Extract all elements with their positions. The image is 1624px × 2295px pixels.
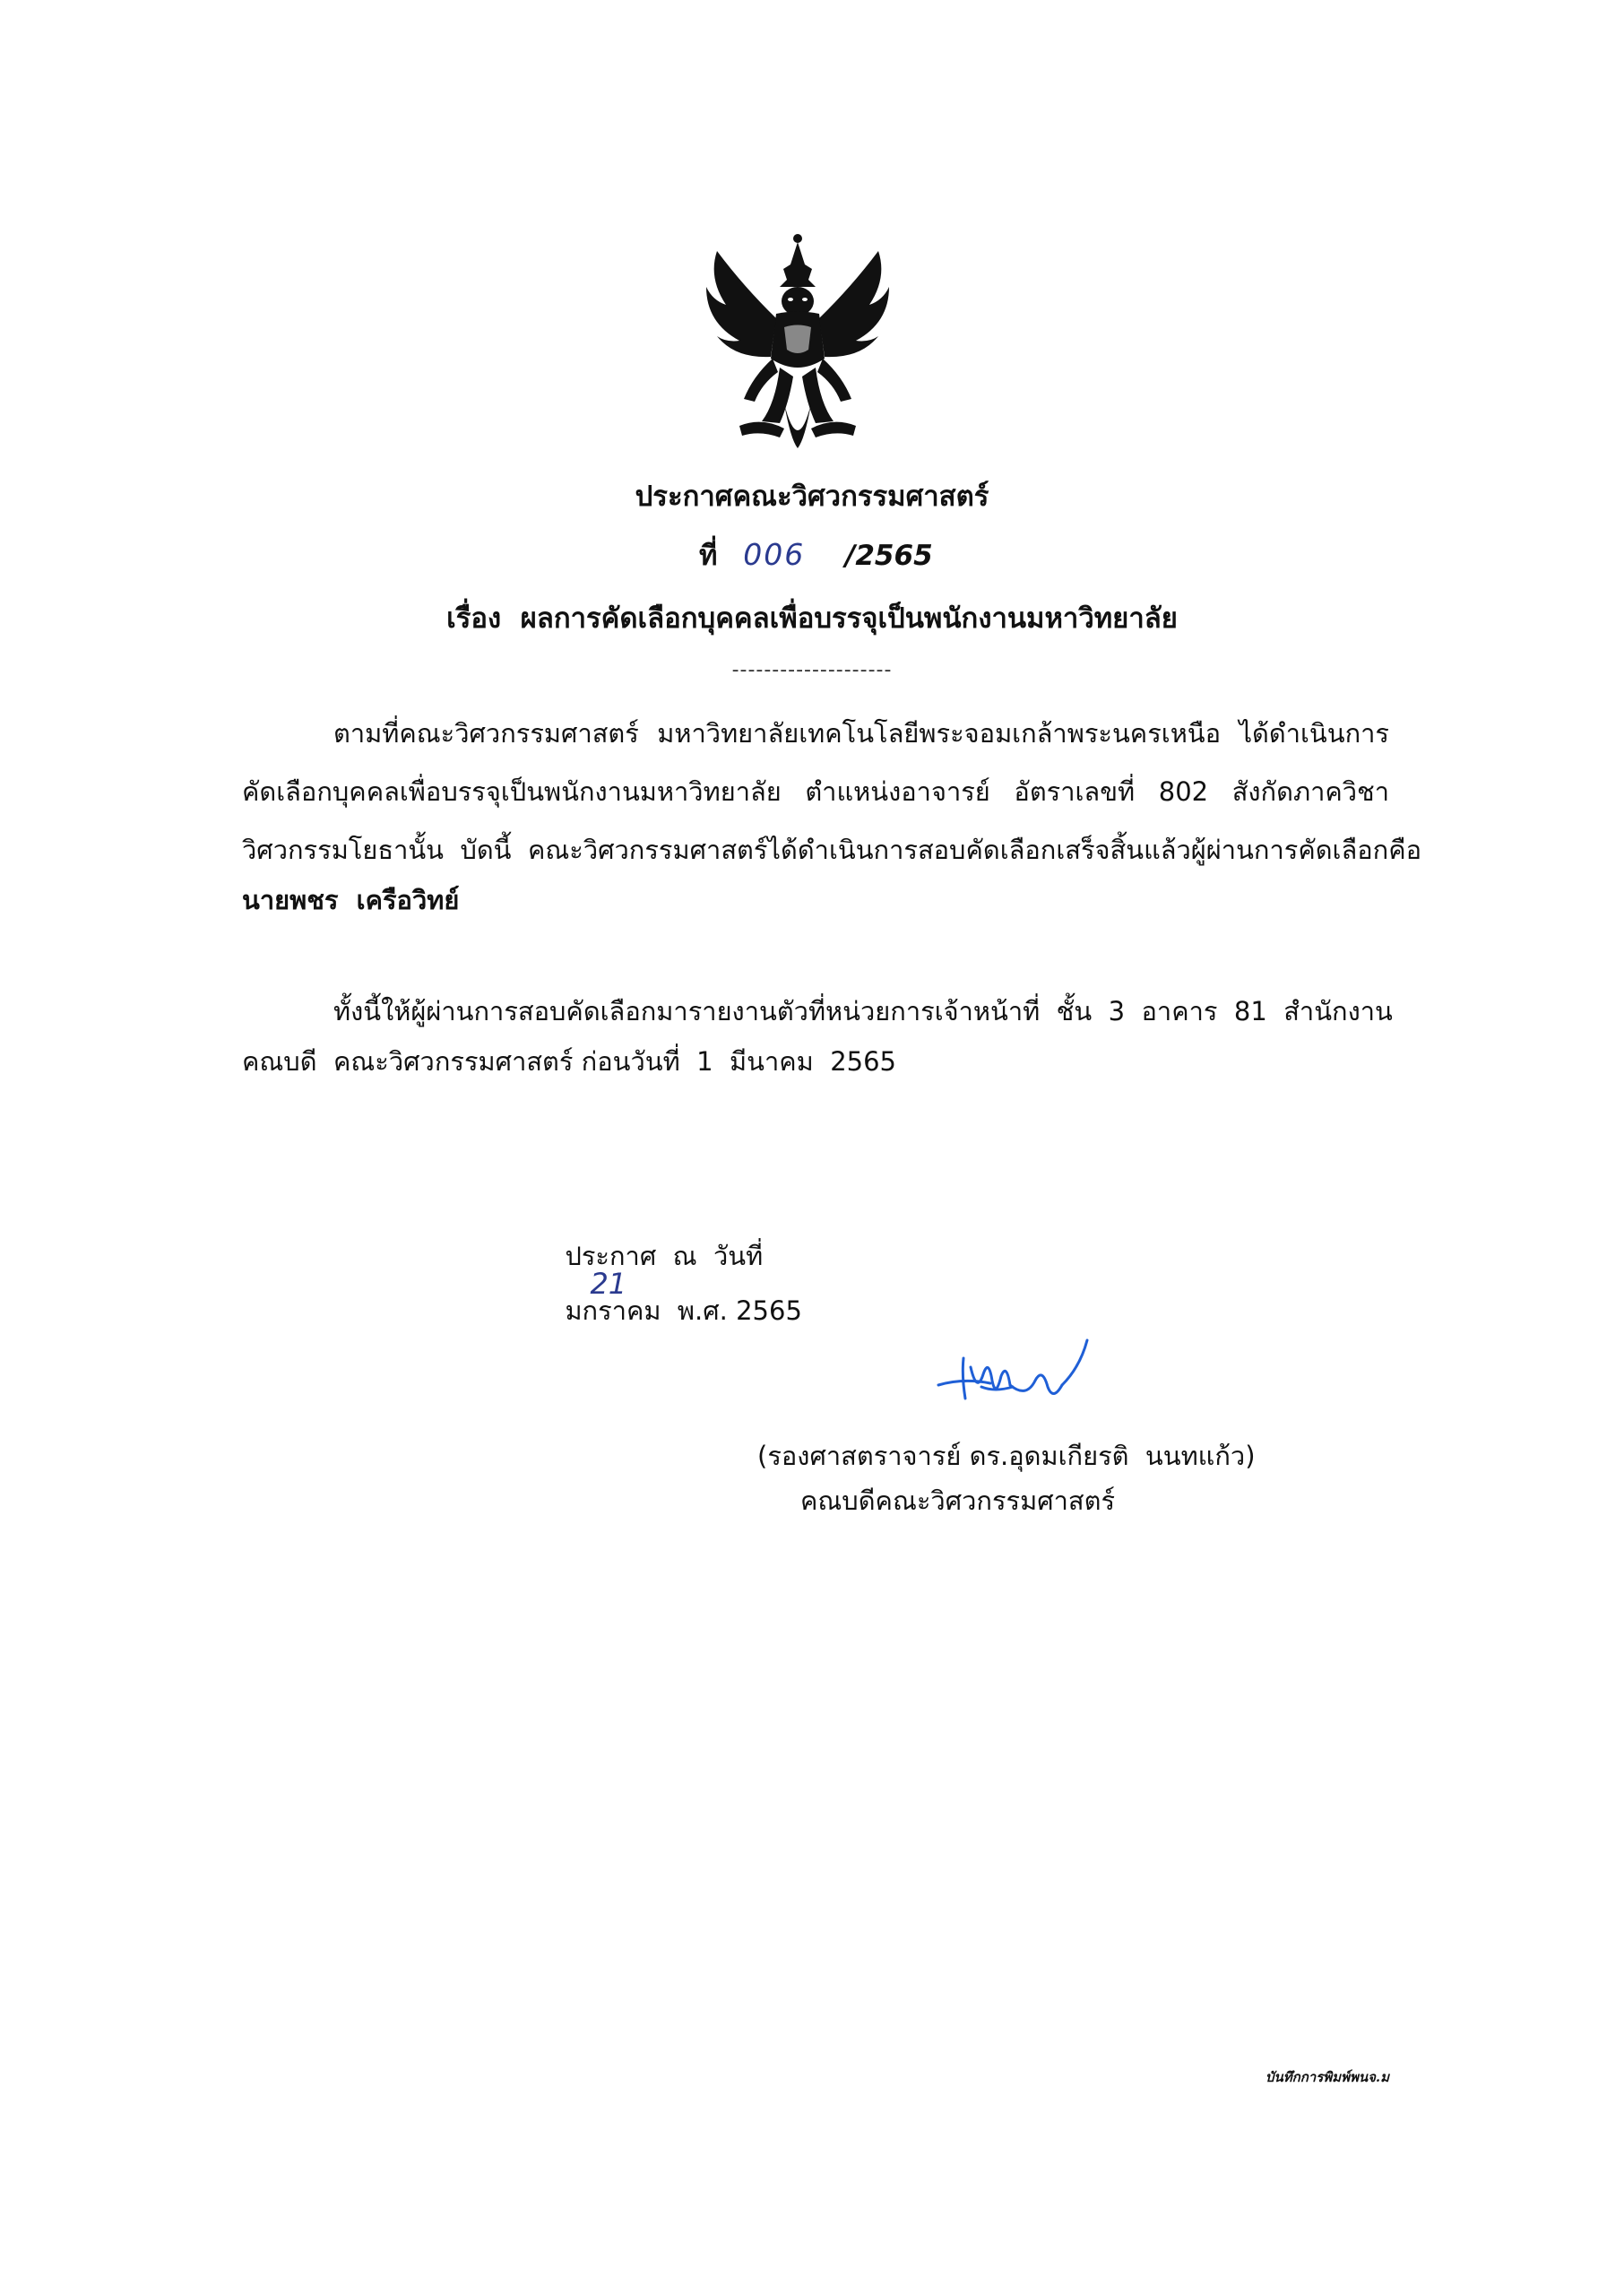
paragraph1-line1: ตามที่คณะวิศวกรรมศาสตร์ มหาวิทยาลัยเทคโนโลยีพระจอมเกล้าพระนครเหนือ ได้ดำเนินการ — [333, 718, 1389, 749]
paragraph2-line1: ทั้งนี้ให้ผู้ผ่านการสอบคัดเลือกมารายงานตัวที่หน่วยการเจ้าหน้าที่ ชั้น 3 อาคาร 81 สำนักงาน — [333, 996, 1393, 1026]
footer-note: บันทึกการพิมพ์พนจ.ม — [1265, 2069, 1389, 2085]
paragraph2-line2: คณบดี คณะวิศวกรรมศาสตร์ ก่อนวันที่ 1 มีนาคม 2565 — [242, 1046, 897, 1077]
signer-title: คณบดีคณะวิศวกรรมศาสตร์ — [800, 1485, 1116, 1516]
announcement-date — [549, 1217, 802, 1324]
announcement-subject: เรื่อง ผลการคัดเลือกบุคคลเพื่อบรรจุเป็นพนักงานมหาวิทยาลัย — [446, 602, 1178, 635]
number-handwritten: 006 — [743, 537, 806, 572]
announce-prefix: ประกาศ ณ วันที่ — [565, 1241, 764, 1271]
announcement-heading: ประกาศคณะวิศวกรรมศาสตร์ — [635, 481, 989, 513]
announce-suffix: มกราคม พ.ศ. 2565 — [565, 1295, 802, 1326]
announce-day-handwritten: 21 — [590, 1267, 627, 1301]
number-prefix: ที่ — [699, 540, 718, 572]
separator-line: -------------------- — [731, 659, 893, 681]
selected-person-name: นายพชร เครือวิทย์ — [242, 885, 460, 915]
paragraph1-line3: วิศวกรรมโยธานั้น บัดนี้ คณะวิศวกรรมศาสตร์ได้ดำเนินการสอบคัดเลือกเสร็จสิ้นแล้วผู้ผ่านการคัดเลือกคือ — [242, 835, 1422, 865]
signer-name: (รองศาสตราจารย์ ดร.อุดมเกียรติ นนทแก้ว) — [757, 1441, 1256, 1471]
signature-icon — [928, 1331, 1107, 1416]
announcement-number — [699, 533, 933, 577]
number-suffix: /2565 — [845, 540, 933, 572]
paragraph1-line2: คัดเลือกบุคคลเพื่อบรรจุเป็นพนักงานมหาวิทยาลัย ตำแหน่งอาจารย์ อัตราเลขที่ 802 สังกัดภาควิชา — [242, 776, 1389, 807]
garuda-emblem-icon — [690, 224, 905, 457]
